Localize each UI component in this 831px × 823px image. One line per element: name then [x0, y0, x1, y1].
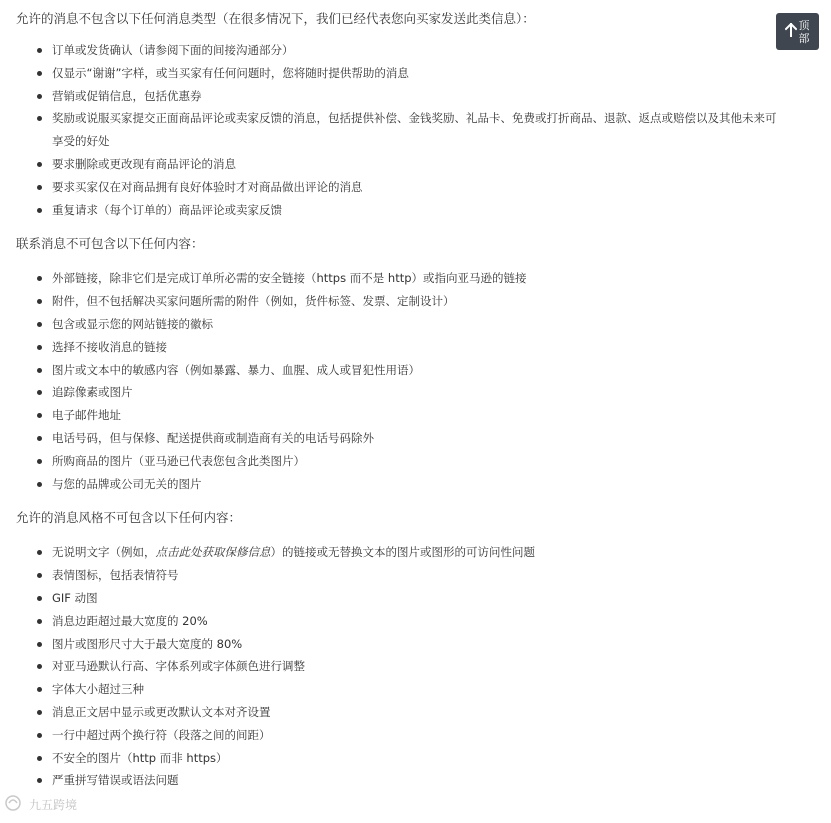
- bullet-dot-icon: [37, 276, 42, 281]
- list-item: 电话号码，但与保修、配送提供商或制造商有关的电话号码除外: [16, 427, 776, 450]
- list-item: 仅显示“谢谢”字样，或当买家有任何问题时，您将随时提供帮助的消息: [16, 62, 776, 85]
- bullet-dot-icon: [37, 687, 42, 692]
- list-item: 消息正文居中显示或更改默认文本对齐设置: [16, 701, 776, 724]
- list-item: 不安全的图片（http 而非 https）: [16, 747, 776, 770]
- bullet-dot-icon: [37, 94, 42, 99]
- policy-content: [16, 8, 776, 792]
- example-link-text: 点击此处获取保修信息: [155, 545, 271, 560]
- bullet-list: [16, 267, 776, 495]
- back-to-top-button[interactable]: [776, 13, 819, 50]
- bullet-dot-icon: [37, 48, 42, 53]
- bullet-dot-icon: [37, 185, 42, 190]
- list-item: 字体大小超过三种: [16, 678, 776, 701]
- bullet-dot-icon: [37, 756, 42, 761]
- bullet-dot-icon: [37, 162, 42, 167]
- bullet-dot-icon: [37, 413, 42, 418]
- watermark: [4, 794, 77, 815]
- bullet-list: [16, 39, 776, 221]
- bullet-dot-icon: [37, 642, 42, 647]
- list-item: 要求删除或更改现有商品评论的消息: [16, 153, 776, 176]
- watermark-logo-icon: [4, 794, 26, 815]
- list-item: 营销或促销信息，包括优惠券: [16, 85, 776, 108]
- watermark-text: 九五跨境: [29, 798, 78, 812]
- section-heading: 允许的消息不包含以下任何消息类型（在很多情况下，我们已经代表您向买家发送此类信息）：: [16, 11, 535, 26]
- list-item: 一行中超过两个换行符（段落之间的间距）: [16, 724, 776, 747]
- section-heading: 联系消息不可包含以下任何内容：: [16, 236, 204, 252]
- list-item: 外部链接，除非它们是完成订单所必需的安全链接（https 而不是 http）或指向亚马逊的链接: [16, 267, 776, 290]
- list-item: 所购商品的图片（亚马逊已代表您包含此类图片）: [16, 450, 776, 473]
- bullet-dot-icon: [37, 482, 42, 487]
- bullet-dot-icon: [37, 368, 42, 373]
- list-item: 重复请求（每个订单的）商品评论或卖家反馈: [16, 199, 776, 222]
- list-item: 要求买家仅在对商品拥有良好体验时才对商品做出评论的消息: [16, 176, 776, 199]
- list-item: 对亚马逊默认行高、字体系列或字体颜色进行调整: [16, 655, 776, 678]
- bullet-dot-icon: [37, 733, 42, 738]
- list-item: 表情图标，包括表情符号: [16, 564, 776, 587]
- bullet-dot-icon: [37, 116, 42, 121]
- bullet-dot-icon: [37, 664, 42, 669]
- bullet-dot-icon: [37, 550, 42, 555]
- list-item: 图片或图形尺寸大于最大宽度的 80%: [16, 633, 776, 656]
- bullet-dot-icon: [37, 573, 42, 578]
- list-item: 消息边距超过最大宽度的 20%: [16, 610, 776, 633]
- arrow-up-icon: [785, 23, 797, 40]
- list-item: 选择不接收消息的链接: [16, 336, 776, 359]
- bullet-dot-icon: [37, 299, 42, 304]
- back-to-top-label: 顶部: [798, 18, 810, 45]
- bullet-dot-icon: [37, 345, 42, 350]
- list-item: 奖励或说服买家提交正面商品评论或卖家反馈的消息，包括提供补偿、金钱奖励、礼品卡、免费或打折商品、退款、返点或赔偿以及其他未来可享受的好处: [16, 107, 780, 153]
- bullet-dot-icon: [37, 459, 42, 464]
- bullet-dot-icon: [37, 436, 42, 441]
- list-item: 订单或发货确认（请参阅下面的间接沟通部分）: [16, 39, 776, 62]
- list-item: 与您的品牌或公司无关的图片: [16, 473, 776, 496]
- bullet-dot-icon: [37, 619, 42, 624]
- list-item: 附件，但不包括解决买家问题所需的附件（例如，货件标签、发票、定制设计）: [16, 290, 776, 313]
- list-item: 图片或文本中的敏感内容（例如暴露、暴力、血腥、成人或冒犯性用语）: [16, 359, 776, 382]
- bullet-dot-icon: [37, 778, 42, 783]
- list-item: 无说明文字（例如，点击此处获取保修信息）的链接或无替换文本的图片或图形的可访问性问题: [16, 541, 776, 564]
- list-item: 追踪像素或图片: [16, 381, 776, 404]
- section-heading: 允许的消息风格不可包含以下任何内容：: [16, 510, 242, 526]
- bullet-dot-icon: [37, 322, 42, 327]
- list-item: 严重拼写错误或语法问题: [16, 769, 776, 792]
- bullet-dot-icon: [37, 710, 42, 715]
- bullet-list: [16, 541, 776, 792]
- bullet-dot-icon: [37, 71, 42, 76]
- list-item: 包含或显示您的网站链接的徽标: [16, 313, 776, 336]
- list-item: GIF 动图: [16, 587, 776, 610]
- bullet-dot-icon: [37, 208, 42, 213]
- bullet-dot-icon: [37, 596, 42, 601]
- bullet-dot-icon: [37, 390, 42, 395]
- list-item: 电子邮件地址: [16, 404, 776, 427]
